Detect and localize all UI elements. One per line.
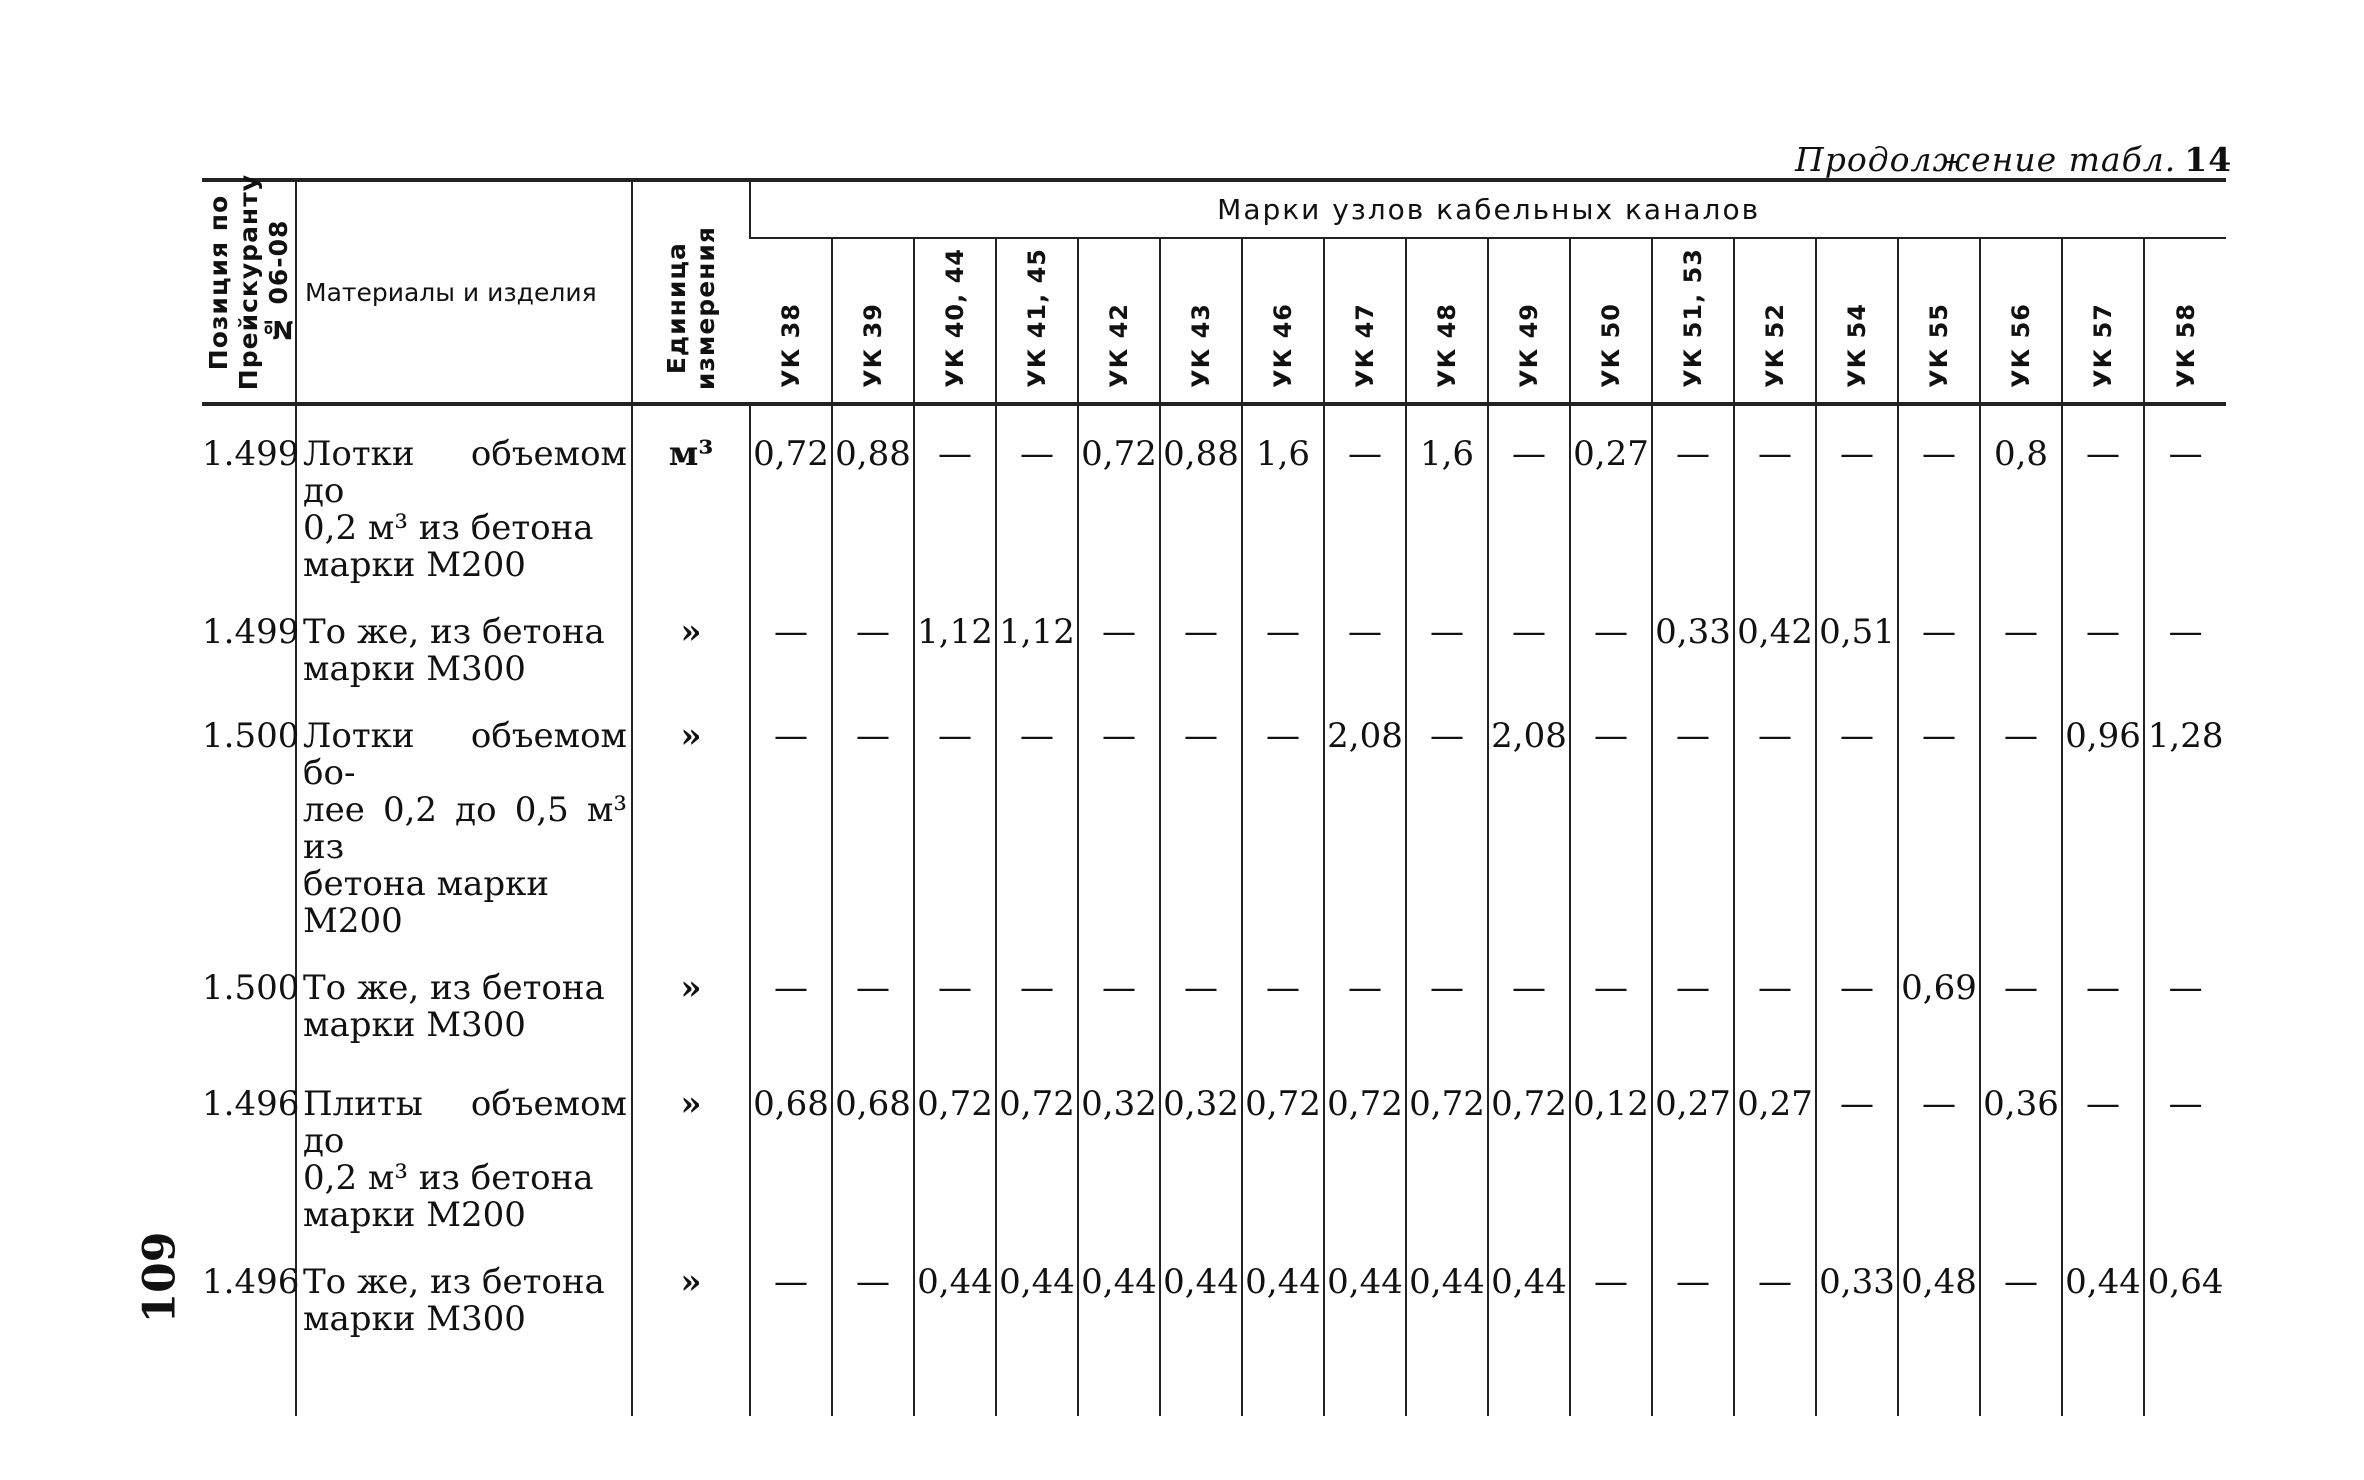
value-cell: —: [2144, 940, 2226, 1056]
mark-header: УК 58: [2144, 238, 2226, 404]
value-cell: 1,6: [1406, 404, 1488, 584]
value-cell: —: [750, 940, 832, 1056]
value-cell: —: [1652, 404, 1734, 584]
materials-header: Материалы и изделия: [296, 180, 632, 404]
table-row: [202, 584, 2226, 688]
value-cell: —: [1652, 688, 1734, 940]
value-cell: —: [1078, 688, 1160, 940]
value-cell: 0,44: [1406, 1234, 1488, 1416]
value-cell: —: [2144, 1056, 2226, 1234]
mark-header: УК 49: [1488, 238, 1570, 404]
value-cell: —: [750, 1234, 832, 1416]
value-cell: —: [832, 1234, 914, 1416]
value-cell: 0,64: [2144, 1234, 2226, 1416]
value-cell: —: [1406, 584, 1488, 688]
value-cell: 0,88: [1160, 404, 1242, 584]
unit-cell: »: [632, 584, 750, 688]
unit-cell: »: [632, 940, 750, 1056]
mark-header: УК 42: [1078, 238, 1160, 404]
mark-header: УК 43: [1160, 238, 1242, 404]
value-cell: 0,27: [1570, 404, 1652, 584]
unit-cell: »: [632, 688, 750, 940]
value-cell: —: [1734, 404, 1816, 584]
value-cell: —: [1980, 584, 2062, 688]
value-cell: 0,44: [914, 1234, 996, 1416]
value-cell: —: [1324, 584, 1406, 688]
value-cell: 0,44: [1324, 1234, 1406, 1416]
value-cell: —: [1980, 688, 2062, 940]
position-cell: 1.499: [202, 434, 300, 474]
value-cell: —: [1242, 584, 1324, 688]
value-cell: —: [2062, 1056, 2144, 1234]
value-cell: —: [914, 940, 996, 1056]
value-cell: —: [1160, 584, 1242, 688]
value-cell: 0,69: [1898, 940, 1980, 1056]
position-cell: 1.499: [202, 612, 300, 652]
value-cell: 0,27: [1652, 1056, 1734, 1234]
value-cell: —: [2062, 940, 2144, 1056]
value-cell: 0,72: [1488, 1056, 1570, 1234]
value-cell: —: [1406, 688, 1488, 940]
mark-header: УК 47: [1324, 238, 1406, 404]
mark-header: УК 51, 53: [1652, 238, 1734, 404]
value-cell: —: [1816, 688, 1898, 940]
value-cell: —: [1324, 404, 1406, 584]
value-cell: 0,72: [1078, 404, 1160, 584]
material-cell: Лотки объемом до 0,2 м³ из бетона марки М200: [296, 404, 632, 584]
value-cell: —: [914, 688, 996, 940]
value-cell: —: [1898, 688, 1980, 940]
value-cell: —: [996, 404, 1078, 584]
value-cell: —: [750, 688, 832, 940]
unit-cell: »: [632, 1234, 750, 1416]
mark-header: УК 40, 44: [914, 238, 996, 404]
value-cell: 0,32: [1160, 1056, 1242, 1234]
mark-header: УК 38: [750, 238, 832, 404]
value-cell: 0,42: [1734, 584, 1816, 688]
value-cell: —: [1980, 1234, 2062, 1416]
mark-header: УК 41, 45: [996, 238, 1078, 404]
value-cell: —: [1570, 584, 1652, 688]
position-cell: 1.500: [202, 716, 300, 756]
value-cell: —: [750, 584, 832, 688]
value-cell: 1,28: [2144, 688, 2226, 940]
value-cell: —: [1570, 688, 1652, 940]
value-cell: —: [1734, 940, 1816, 1056]
value-cell: —: [832, 584, 914, 688]
material-cell: То же, из бетона марки М300: [296, 584, 632, 688]
mark-header: УК 55: [1898, 238, 1980, 404]
table-row: [202, 1234, 2226, 1416]
position-cell: 1.496: [202, 1084, 300, 1124]
unit-cell: »: [632, 1056, 750, 1234]
table-row: [202, 940, 2226, 1056]
value-cell: —: [1078, 584, 1160, 688]
position-header: Позиция по Прейскуранту № 06-08: [202, 180, 296, 404]
value-cell: —: [1652, 940, 1734, 1056]
mark-header: УК 57: [2062, 238, 2144, 404]
value-cell: 0,68: [832, 1056, 914, 1234]
material-cell: Плиты объемом до 0,2 м³ из бетона марки М200: [296, 1056, 632, 1234]
value-cell: 0,68: [750, 1056, 832, 1234]
value-cell: —: [1570, 940, 1652, 1056]
table-number: 14: [2184, 140, 2233, 179]
value-cell: 0,27: [1734, 1056, 1816, 1234]
table-row: [202, 404, 2226, 584]
mark-header: УК 56: [1980, 238, 2062, 404]
value-cell: —: [832, 688, 914, 940]
material-cell: То же, из бетона марки М300: [296, 1234, 632, 1416]
mark-header: УК 54: [1816, 238, 1898, 404]
value-cell: 0,33: [1652, 584, 1734, 688]
value-cell: —: [914, 404, 996, 584]
value-cell: 0,44: [1078, 1234, 1160, 1416]
value-cell: 0,51: [1816, 584, 1898, 688]
value-cell: 0,72: [1324, 1056, 1406, 1234]
value-cell: 0,33: [1816, 1234, 1898, 1416]
mark-header: УК 52: [1734, 238, 1816, 404]
value-cell: 0,96: [2062, 688, 2144, 940]
value-cell: —: [1734, 688, 1816, 940]
value-cell: —: [1898, 404, 1980, 584]
value-cell: 2,08: [1324, 688, 1406, 940]
mark-header: УК 48: [1406, 238, 1488, 404]
position-cell: 1.500: [202, 968, 300, 1008]
value-cell: —: [1406, 940, 1488, 1056]
value-cell: —: [832, 940, 914, 1056]
value-cell: 0,36: [1980, 1056, 2062, 1234]
value-cell: 0,44: [1488, 1234, 1570, 1416]
value-cell: 0,8: [1980, 404, 2062, 584]
material-cell: Лотки объемом бо- лее 0,2 до 0,5 м³ из бетона марки М200: [296, 688, 632, 940]
value-cell: 0,88: [832, 404, 914, 584]
value-cell: —: [1488, 404, 1570, 584]
value-cell: —: [1816, 940, 1898, 1056]
price-table: [202, 173, 2226, 1416]
value-cell: 1,12: [914, 584, 996, 688]
value-cell: 0,48: [1898, 1234, 1980, 1416]
page-number: 109: [134, 1231, 186, 1324]
value-cell: —: [2062, 404, 2144, 584]
position-cell: 1.496: [202, 1262, 300, 1302]
value-cell: —: [1898, 1056, 1980, 1234]
value-cell: 0,72: [750, 404, 832, 584]
value-cell: —: [2062, 584, 2144, 688]
value-cell: —: [996, 688, 1078, 940]
value-cell: —: [1734, 1234, 1816, 1416]
value-cell: —: [1652, 1234, 1734, 1416]
mark-header: УК 39: [832, 238, 914, 404]
value-cell: 0,72: [1242, 1056, 1324, 1234]
value-cell: —: [2144, 584, 2226, 688]
value-cell: —: [1980, 940, 2062, 1056]
value-cell: 0,44: [2062, 1234, 2144, 1416]
value-cell: 2,08: [1488, 688, 1570, 940]
table-row: [202, 688, 2226, 940]
value-cell: —: [996, 940, 1078, 1056]
mark-header: УК 50: [1570, 238, 1652, 404]
value-cell: 0,32: [1078, 1056, 1160, 1234]
value-cell: —: [1488, 584, 1570, 688]
value-cell: —: [1816, 404, 1898, 584]
value-cell: —: [1242, 688, 1324, 940]
value-cell: 1,12: [996, 584, 1078, 688]
value-cell: 0,72: [1406, 1056, 1488, 1234]
value-cell: 0,12: [1570, 1056, 1652, 1234]
value-cell: 1,6: [1242, 404, 1324, 584]
value-cell: 0,44: [1160, 1234, 1242, 1416]
unit-header: Единица измерения: [632, 180, 750, 404]
value-cell: —: [2144, 404, 2226, 584]
unit-cell: м³: [632, 404, 750, 584]
value-cell: —: [1816, 1056, 1898, 1234]
value-cell: —: [1488, 940, 1570, 1056]
value-cell: 0,72: [996, 1056, 1078, 1234]
marks-group-header: Марки узлов кабельных каналов: [750, 180, 2226, 238]
value-cell: —: [1898, 584, 1980, 688]
value-cell: —: [1078, 940, 1160, 1056]
value-cell: —: [1160, 688, 1242, 940]
mark-header: УК 46: [1242, 238, 1324, 404]
table-row: [202, 1056, 2226, 1234]
value-cell: 0,44: [996, 1234, 1078, 1416]
value-cell: —: [1242, 940, 1324, 1056]
material-cell: То же, из бетона марки М300: [296, 940, 632, 1056]
value-cell: —: [1570, 1234, 1652, 1416]
value-cell: 0,72: [914, 1056, 996, 1234]
value-cell: —: [1160, 940, 1242, 1056]
value-cell: —: [1324, 940, 1406, 1056]
value-cell: 0,44: [1242, 1234, 1324, 1416]
table-caption: Продолжение табл. 14: [1795, 140, 2233, 179]
